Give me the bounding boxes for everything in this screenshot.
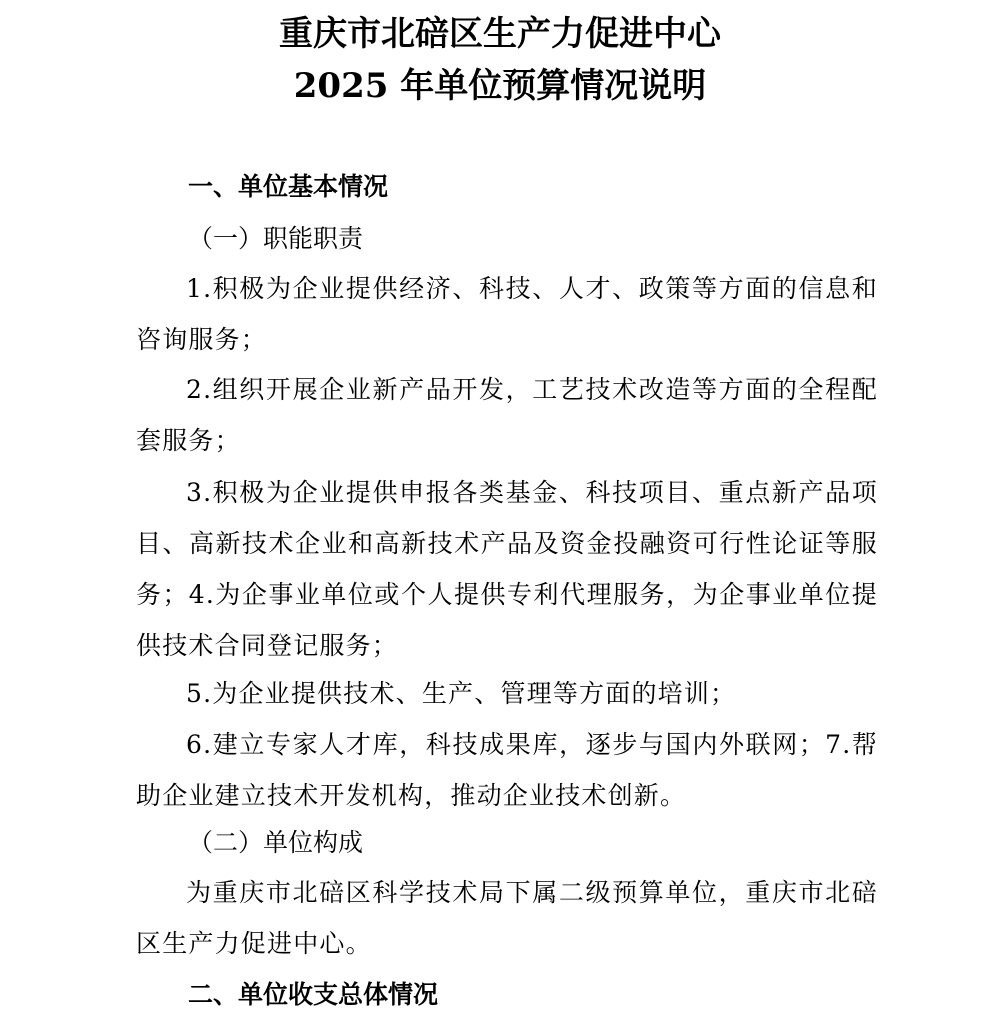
title-line-1: 重庆市北碚区生产力促进中心 — [279, 14, 721, 54]
duty-item-5: 5.为企业提供技术、生产、管理等方面的培训； — [186, 679, 737, 708]
section-2-heading: 二、单位收支总体情况 — [188, 980, 439, 1009]
subsection-1-heading: （一）职能职责 — [188, 224, 364, 253]
title-line-2: 2025 年单位预算情况说明 — [293, 66, 707, 106]
unit-composition-text: 为重庆市北碚区科学技术局下属二级预算单位，重庆市北碚区生产力促进中心。 — [136, 878, 878, 958]
duty-item-3-4: 3.积极为企业提供申报各类基金、科技项目、重点新产品项目、高新技术企业和高新技术产品及资金投融资可行性论证等服务；4.为企事业单位或个人提供专利代理服务，为企事业单位提供技术合同登记服务； — [136, 478, 878, 660]
section-1-heading: 一、单位基本情况 — [188, 172, 389, 201]
duty-item-2: 2.组织开展企业新产品开发，工艺技术改造等方面的全程配套服务； — [136, 375, 878, 455]
subsection-2-heading: （二）单位构成 — [188, 828, 364, 857]
duty-item-1: 1.积极为企业提供经济、科技、人才、政策等方面的信息和咨询服务； — [136, 274, 878, 354]
document-title — [0, 8, 1000, 112]
duty-item-6-7: 6.建立专家人才库，科技成果库，逐步与国内外联网；7.帮助企业建立技术开发机构，推动企业技术创新。 — [136, 730, 878, 810]
